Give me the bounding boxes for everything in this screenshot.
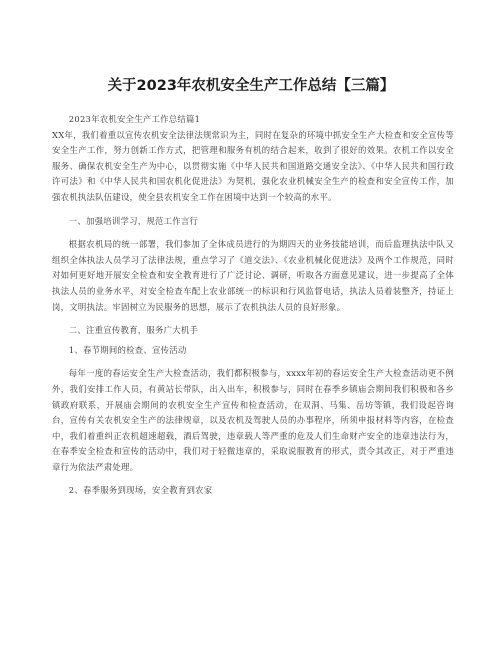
subsection-heading: 1、春节期间的检查、宣传活动 xyxy=(68,344,187,355)
subsection-heading: 2、春季服务到现场，安全教育到农家 xyxy=(68,485,213,496)
document-body xyxy=(52,112,454,499)
body-paragraph: 每年一度的春运安全生产大检查活动，我们都积极参与，xxxx年初的春运安全生产大检查活动更不例外，我们安排工作人员，有黄站长带队，出入出车，积极参与，同时在春季乡镇庙会期间我们积极和各乡镇政府联系，开展庙会期间的农机安全生产宣传和检查活动，在双洞、马集、岳坊等镇，我们设起咨询台，宣传有关农机安全生产的法律规章，以及农机及驾驶人员的办事程序，所须申报材料等内容，在检查中，我们着重纠正农机超速超载，酒后驾驶，违章载人等严重的危及人们生命财产安全的违章违法行为，在春季安全检查和宣传的活动中，我们对于轻微违章的，采取说服教育的形式，责令其改正，对于严重违章行为依法严肃处理。 xyxy=(52,368,454,472)
section-heading: 二、注重宣传教育，服务广大机手 xyxy=(68,325,199,336)
section-heading: 一、加强培训学习，规范工作言行 xyxy=(68,215,199,226)
document-title: 关于2023年农机安全生产工作总结【三篇】 xyxy=(107,78,395,94)
body-paragraph: 根据农机局的统一部署，我们参加了全体成员进行的为期四天的业务技能培训，而后监理执法中队又组织全体执法人员学习了法律法规，重点学习了《道交法》、《农业机械化促进法》及两个工作规范，同时对如何更好地开展安全检查和安全教育进行了广泛讨论、调研，听取各方面意见建议，进一步提高了全体执法人员的业务水平，对安全检查车配上农业部统一的标识和行风监督电话，执法人员着装整齐，持证上岗，文明执法。牢固树立为民服务的思想，展示了农机执法人员的良好形象。 xyxy=(52,239,454,312)
body-paragraph: XX年，我们着重以宣传农机安全法律法规常识为主，同时在复杂的环境中抓安全生产大检查和安全宣传等安全生产工作，努力创新工作方式，把管理和服务有机的结合起来，收到了很好的效果。农机工作以安全服务、确保农机安全生产为中心，以贯彻实施《中华人民共和国道路交通安全法》、《中华人民共和国行政许可法》和《中华人民共和国农机化促进法》为契机，强化农业机械安全生产的检查和安全宣传工作，加强农机执法队伍建设，使全县农机安全工作在困境中达到一个较高的水平。 xyxy=(52,129,454,202)
section-subtitle: 2023年农机安全生产工作总结篇1 xyxy=(68,114,201,124)
